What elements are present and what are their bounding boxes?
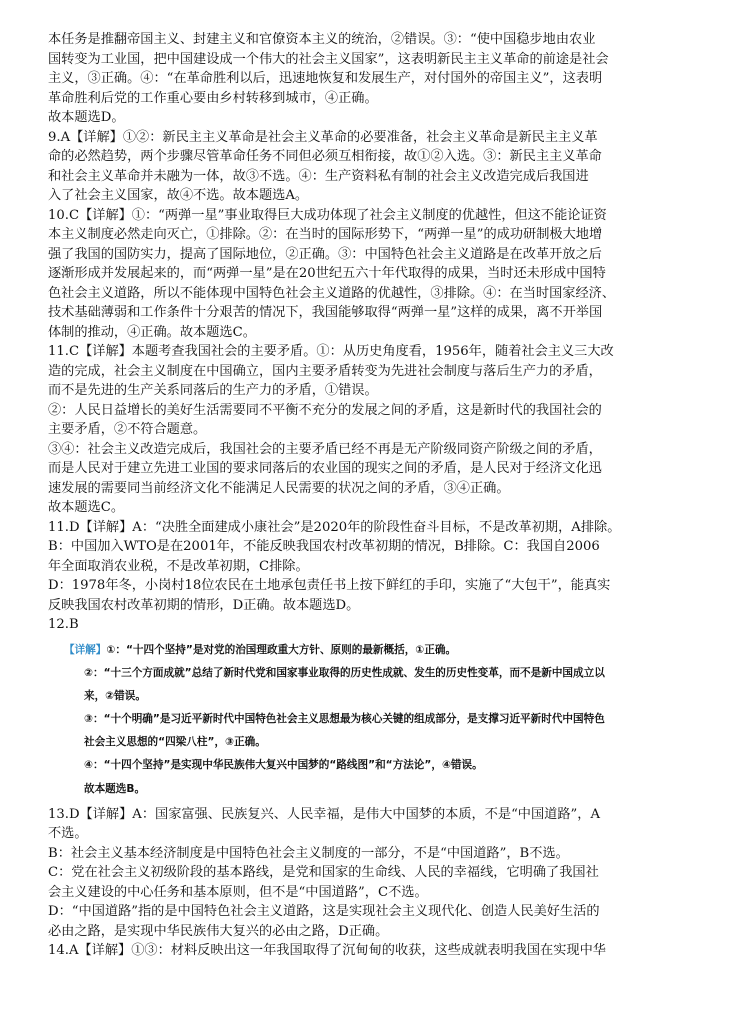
detail-explanation-block xyxy=(48,639,693,801)
text-line: 故本题选C。 xyxy=(48,500,125,515)
text-line: D：“中国道路”指的是中国特色社会主义道路，这是实现社会主义现代化、创造人民美好生活的 xyxy=(48,904,600,920)
text-line: 10.C【详解】①：“两弹一星”事业取得巨大成功体现了社会主义制度的优越性，但这不能论证资 xyxy=(48,207,607,223)
text-line: C：党在社会主义初级阶段的基本路线，是党和国家的生命线、人民的幸福线，它明确了我国社 xyxy=(48,865,599,881)
text-line: 而是人民对于建立先进工业国的要求同落后的农业国的现实之间的矛盾，是人民对于经济文化迅 xyxy=(48,461,602,476)
text-line: 逐渐形成并发展起来的，而“两弹一星”是在20世纪五六十年代取得的成果，当时还未形成中国特 xyxy=(48,266,606,281)
text-line: 和社会主义革命并未融为一体，故③不选。④：生产资料私有制的社会主义改造完成后我国进 xyxy=(48,168,589,184)
text-line: 反映我国农村改革初期的情形，D正确。故本题选D。 xyxy=(48,597,360,613)
text-line: ②：人民日益增长的美好生活需要同不平衡不充分的发展之间的矛盾，这是新时代的我国社会的 xyxy=(48,402,602,418)
text-line: 不选。 xyxy=(48,826,88,842)
detail-line: ④：“十四个坚持”是实现中华民族伟大复兴中国梦的“路线图”和“方法论”，④错误。 xyxy=(84,759,483,772)
text-line: 色社会主义道路，所以不能体现中国特色社会主义道路的优越性，③排除。④：在当时国家经济、 xyxy=(48,285,616,301)
text-line: 入了社会主义国家，故④不选。故本题选A。 xyxy=(48,188,309,203)
text-line: 主义，③正确。④：“在革命胜利以后，迅速地恢复和发展生产，对付国外的帝国主义”，这表明 xyxy=(48,71,603,86)
detail-line xyxy=(48,639,693,662)
text-line: 国转变为工业国，把中国建设成一个伟大的社会主义国家”，这表明新民主主义革命的前途是社会 xyxy=(48,51,609,67)
answer-text-block-upper xyxy=(48,30,693,635)
detail-line: 来，②错误。 xyxy=(84,689,146,702)
detail-line-text: ①：“十四个坚持”是对党的治国理政重大方针、原则的最新概括，①正确。 xyxy=(106,643,457,656)
text-line: 本任务是推翻帝国主义、封建主义和官僚资本主义的统治，②错误。③：“使中国稳步地由农业 xyxy=(48,32,596,47)
text-line: 11.D【详解】A：“决胜全面建成小康社会”是2020年的阶段性奋斗目标，不是改革初期，A排除。 xyxy=(48,519,621,535)
text-line: 必由之路，是实现中华民族伟大复兴的必由之路，D正确。 xyxy=(48,923,389,939)
text-line: 本主义制度必然走向灭亡，①排除。②：在当时的国际形势下，“两弹一星”的成功研制极大地增 xyxy=(48,227,603,242)
detail-line: ③：“十个明确”是习近平新时代中国特色社会主义思想最为核心关键的组成部分，是支撑习近平新时代中国特色 xyxy=(84,713,605,726)
text-line: 9.A【详解】①②：新民主主义革命是社会主义革命的必要准备，社会主义革命是新民主主义革 xyxy=(48,129,598,145)
detail-line: 社会主义思想的“四梁八柱”，③正确。 xyxy=(84,736,266,749)
text-line: 13.D【详解】A：国家富强、民族复兴、人民幸福，是伟大中国梦的本质，不是“中国道路”，A xyxy=(48,806,601,822)
text-line: 年全面取消农业税，不是改革初期，C排除。 xyxy=(48,558,309,574)
text-line: B：中国加入WTO是在2001年，不能反映我国农村改革初期的情况，B排除。C：我国自2006 xyxy=(48,539,600,554)
text-line: D：1978年冬，小岗村18位农民在土地承包责任书上按下鲜红的手印，实施了“大包干”，能真实 xyxy=(48,578,611,593)
text-line: ③④：社会主义改造完成后，我国社会的主要矛盾已经不再是无产阶级同资产阶级之间的矛盾， xyxy=(48,441,602,457)
text-line: 11.C【详解】本题考查我国社会的主要矛盾。①：从历史角度看，1956年，随着社会主义三大改 xyxy=(48,344,614,359)
detail-line: ②：“十三个方面成就”总结了新时代党和国家事业取得的历史性成就、发生的历史性变革，而不是新中国成立以 xyxy=(84,666,605,679)
text-line: 故本题选D。 xyxy=(48,110,125,125)
text-line: 速发展的需要同当前经济文化不能满足人民需要的状况之间的矛盾，③④正确。 xyxy=(48,480,510,496)
text-line: 14.A【详解】①③：材料反映出这一年我国取得了沉甸甸的收获，这些成就表明我国在实现中华 xyxy=(48,943,606,959)
text-line: 12.B xyxy=(48,617,79,632)
text-line: 会主义建设的中心任务和基本原则，但不是“中国道路”，C不选。 xyxy=(48,884,428,900)
text-line: 强了我国的国防实力，提高了国际地位，②正确。③：中国特色社会主义道路是在改革开放之后 xyxy=(48,246,602,262)
answer-text-block-lower xyxy=(48,805,693,961)
text-line: 造的完成，社会主义制度在中国确立，国内主要矛盾转变为先进社会制度与落后生产力的矛盾， xyxy=(48,363,602,379)
detail-line: 故本题选B。 xyxy=(84,782,146,795)
detail-tag: 【详解】 xyxy=(64,643,107,656)
answer-page xyxy=(48,30,693,961)
text-line: 革命胜利后党的工作重心要由乡村转移到城市，④正确。 xyxy=(48,90,378,106)
text-line: 而不是先进的生产关系同落后的生产力的矛盾，①错误。 xyxy=(48,383,378,398)
text-line: B：社会主义基本经济制度是中国特色社会主义制度的一部分，不是“中国道路”，B不选。 xyxy=(48,845,569,861)
text-line: 体制的推动，④正确。故本题选C。 xyxy=(48,324,256,340)
text-line: 命的必然趋势，两个步骤尽管革命任务不同但必须互相衔接，故①②入选。③：新民主主义革命 xyxy=(48,149,602,164)
text-line: 技术基础薄弱和工作条件十分艰苦的情况下，我国能够取得“两弹一星”这样的成果，离不开举国 xyxy=(48,305,603,320)
text-line: 主要矛盾，②不符合题意。 xyxy=(48,422,207,437)
